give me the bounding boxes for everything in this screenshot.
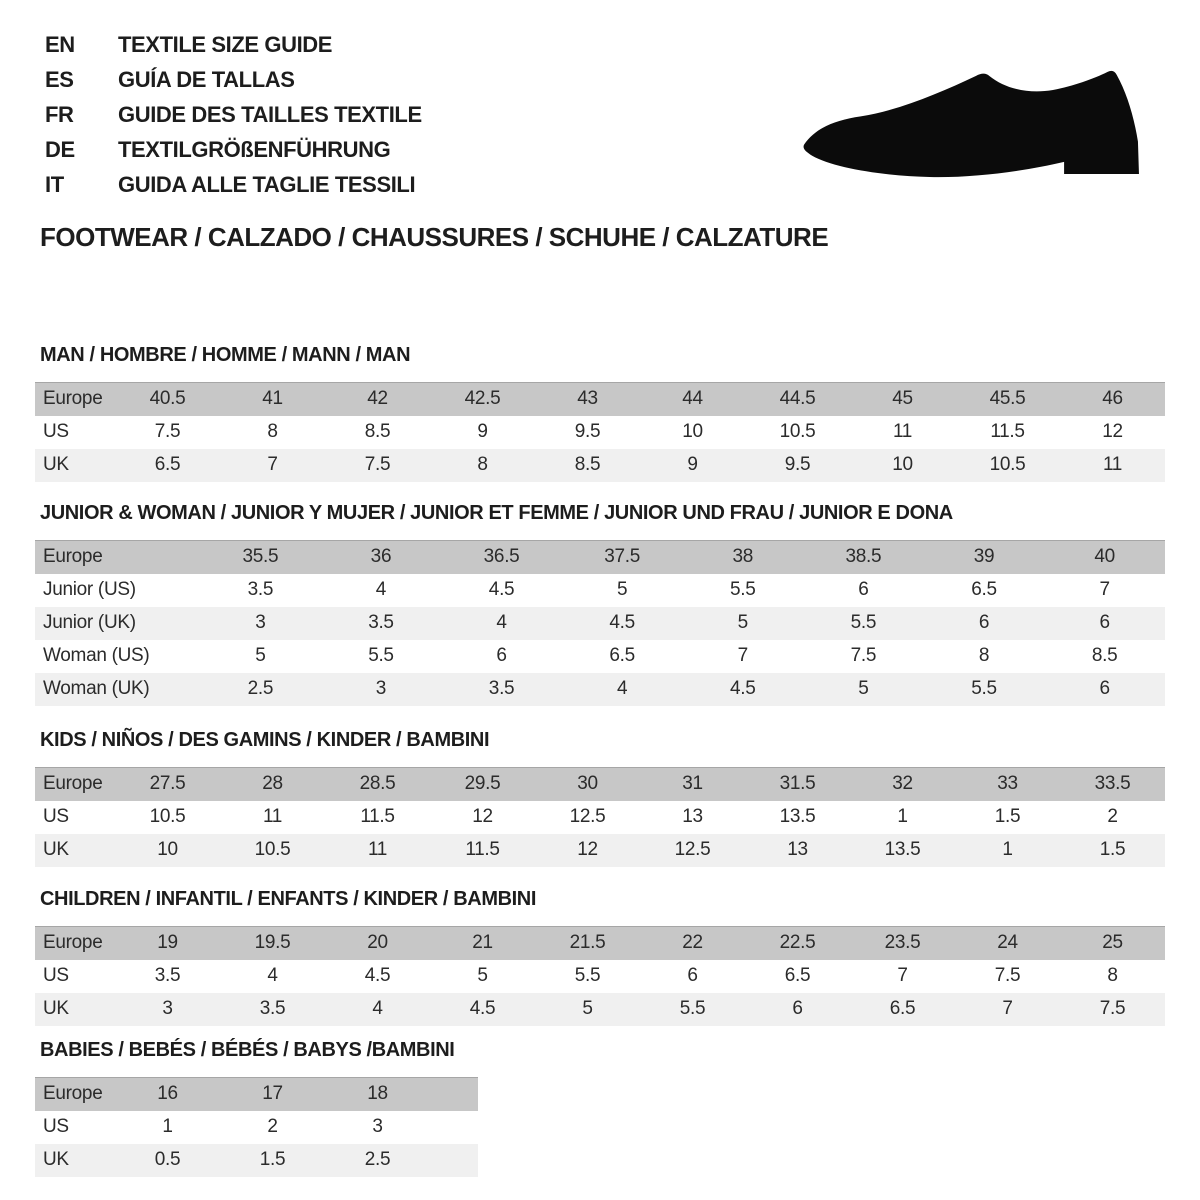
size-value: 7.5 [1060, 993, 1165, 1026]
size-value: 42 [325, 383, 430, 416]
size-value: 8.5 [1044, 640, 1165, 673]
size-value: 5.5 [924, 673, 1045, 706]
spacer-cell [430, 1078, 478, 1111]
size-value: 7.5 [325, 449, 430, 482]
size-value: 6 [803, 574, 924, 607]
size-value: 6.5 [562, 640, 683, 673]
table-row [35, 768, 1165, 801]
size-value: 19 [115, 927, 220, 960]
spacer-cell [430, 1111, 478, 1144]
size-table-babies [35, 1077, 478, 1177]
size-value: 8 [430, 449, 535, 482]
size-value: 3.5 [220, 993, 325, 1026]
size-value: 12 [1060, 416, 1165, 449]
size-value: 40.5 [115, 383, 220, 416]
size-value: 7 [955, 993, 1060, 1026]
table-row [35, 1144, 478, 1177]
size-value: 4 [321, 574, 442, 607]
size-value: 11.5 [430, 834, 535, 867]
size-value: 23.5 [850, 927, 955, 960]
table-row [35, 449, 1165, 482]
size-value: 3 [115, 993, 220, 1026]
size-value: 2.5 [325, 1144, 430, 1177]
size-value: 36.5 [441, 541, 562, 574]
size-value: 5.5 [682, 574, 803, 607]
size-value: 25 [1060, 927, 1165, 960]
size-value: 3.5 [115, 960, 220, 993]
size-value: 6.5 [924, 574, 1045, 607]
size-value: 4.5 [682, 673, 803, 706]
section-children [35, 889, 1165, 1026]
row-label: Junior (UK) [35, 607, 200, 640]
size-value: 19.5 [220, 927, 325, 960]
language-title: TEXTILGRÖßENFÜHRUNG [118, 136, 391, 162]
size-value: 20 [325, 927, 430, 960]
language-row-de [45, 132, 422, 167]
language-code: FR [45, 101, 74, 127]
size-value: 10 [640, 416, 745, 449]
size-value: 10 [115, 834, 220, 867]
size-value: 12 [430, 801, 535, 834]
language-title: GUIDE DES TAILLES TEXTILE [118, 101, 422, 127]
size-value: 4.5 [430, 993, 535, 1026]
language-code: ES [45, 67, 74, 93]
size-value: 44.5 [745, 383, 850, 416]
size-value: 43 [535, 383, 640, 416]
size-value: 8 [220, 416, 325, 449]
size-value: 45.5 [955, 383, 1060, 416]
size-value: 11 [850, 416, 955, 449]
language-code: DE [45, 136, 75, 162]
size-value: 7 [1044, 574, 1165, 607]
row-label: Europe [35, 768, 115, 801]
size-value: 32 [850, 768, 955, 801]
shoe-icon [798, 70, 1142, 188]
table-row [35, 834, 1165, 867]
row-label: UK [35, 993, 115, 1026]
size-value: 6 [640, 960, 745, 993]
size-value: 17 [220, 1078, 325, 1111]
size-value: 3.5 [441, 673, 562, 706]
size-value: 5 [430, 960, 535, 993]
section-kids [35, 730, 1165, 867]
table-row [35, 927, 1165, 960]
language-title: GUIDA ALLE TAGLIE TESSILI [118, 171, 416, 197]
size-value: 11.5 [955, 416, 1060, 449]
size-value: 7.5 [803, 640, 924, 673]
section-title-junior-woman: JUNIOR & WOMAN / JUNIOR Y MUJER / JUNIOR ET FEMME / JUNIOR UND FRAU / JUNIOR E DONA [40, 502, 953, 524]
size-value: 9 [430, 416, 535, 449]
size-value: 21.5 [535, 927, 640, 960]
size-value: 13 [745, 834, 850, 867]
size-value: 7 [682, 640, 803, 673]
size-value: 12.5 [535, 801, 640, 834]
size-value: 28.5 [325, 768, 430, 801]
size-value: 1 [115, 1111, 220, 1144]
row-label: US [35, 416, 115, 449]
section-title-babies: BABIES / BEBÉS / BÉBÉS / BABYS /BAMBINI [40, 1039, 455, 1061]
table-row [35, 960, 1165, 993]
size-value: 11 [220, 801, 325, 834]
size-value: 5 [803, 673, 924, 706]
language-list [45, 28, 422, 202]
size-value: 9.5 [745, 449, 850, 482]
size-value: 10.5 [745, 416, 850, 449]
size-table-kids [35, 767, 1165, 867]
size-value: 5.5 [803, 607, 924, 640]
section-junior-woman [35, 503, 1165, 706]
size-value: 3 [200, 607, 321, 640]
size-value: 1.5 [955, 801, 1060, 834]
size-value: 3.5 [200, 574, 321, 607]
size-value: 27.5 [115, 768, 220, 801]
size-value: 9.5 [535, 416, 640, 449]
size-value: 4 [325, 993, 430, 1026]
size-value: 6 [745, 993, 850, 1026]
size-value: 1.5 [1060, 834, 1165, 867]
language-code: EN [45, 32, 75, 58]
size-value: 11 [1060, 449, 1165, 482]
size-value: 4 [562, 673, 683, 706]
size-value: 6.5 [745, 960, 850, 993]
row-label: Woman (US) [35, 640, 200, 673]
size-value: 5 [562, 574, 683, 607]
size-value: 3 [325, 1111, 430, 1144]
size-value: 40 [1044, 541, 1165, 574]
row-label: US [35, 960, 115, 993]
section-title-kids: KIDS / NIÑOS / DES GAMINS / KINDER / BAMBINI [40, 729, 490, 751]
size-value: 5.5 [640, 993, 745, 1026]
section-title-man: MAN / HOMBRE / HOMME / MANN / MAN [40, 344, 411, 366]
size-value: 4 [220, 960, 325, 993]
size-value: 38 [682, 541, 803, 574]
category-heading: FOOTWEAR / CALZADO / CHAUSSURES / SCHUHE / CALZATURE [40, 222, 829, 252]
size-value: 6 [441, 640, 562, 673]
size-value: 13.5 [850, 834, 955, 867]
table-row [35, 416, 1165, 449]
size-value: 8 [924, 640, 1045, 673]
size-value: 12.5 [640, 834, 745, 867]
size-value: 4.5 [441, 574, 562, 607]
size-value: 21 [430, 927, 535, 960]
size-value: 5 [535, 993, 640, 1026]
table-row [35, 607, 1165, 640]
size-value: 39 [924, 541, 1045, 574]
row-label: Europe [35, 927, 115, 960]
table-row [35, 993, 1165, 1026]
language-code: IT [45, 171, 64, 197]
size-value: 2 [1060, 801, 1165, 834]
size-value: 22 [640, 927, 745, 960]
size-value: 6.5 [850, 993, 955, 1026]
size-value: 31 [640, 768, 745, 801]
language-row-es [45, 63, 422, 98]
row-label: Europe [35, 541, 200, 574]
table-row [35, 640, 1165, 673]
row-label: UK [35, 449, 115, 482]
row-label: UK [35, 834, 115, 867]
section-man [35, 345, 1165, 482]
size-value: 37.5 [562, 541, 683, 574]
size-value: 38.5 [803, 541, 924, 574]
size-value: 10.5 [115, 801, 220, 834]
size-value: 16 [115, 1078, 220, 1111]
size-value: 6 [1044, 673, 1165, 706]
language-row-fr [45, 98, 422, 133]
table-row [35, 383, 1165, 416]
size-value: 18 [325, 1078, 430, 1111]
size-table-children [35, 926, 1165, 1026]
size-value: 41 [220, 383, 325, 416]
language-title: GUÍA DE TALLAS [118, 67, 295, 93]
size-value: 31.5 [745, 768, 850, 801]
size-value: 45 [850, 383, 955, 416]
size-value: 5 [682, 607, 803, 640]
size-value: 6 [1044, 607, 1165, 640]
size-value: 4.5 [562, 607, 683, 640]
spacer-cell [430, 1144, 478, 1177]
size-value: 1 [850, 801, 955, 834]
size-value: 13.5 [745, 801, 850, 834]
size-value: 33 [955, 768, 1060, 801]
size-value: 10.5 [220, 834, 325, 867]
size-value: 11.5 [325, 801, 430, 834]
size-value: 8 [1060, 960, 1165, 993]
table-row [35, 1111, 478, 1144]
size-value: 2 [220, 1111, 325, 1144]
size-value: 1 [955, 834, 1060, 867]
size-value: 42.5 [430, 383, 535, 416]
row-label: Woman (UK) [35, 673, 200, 706]
size-value: 6.5 [115, 449, 220, 482]
size-value: 4.5 [325, 960, 430, 993]
size-value: 22.5 [745, 927, 850, 960]
size-value: 30 [535, 768, 640, 801]
size-value: 36 [321, 541, 442, 574]
table-row [35, 541, 1165, 574]
size-value: 1.5 [220, 1144, 325, 1177]
size-table-junior-woman [35, 540, 1165, 706]
table-row [35, 673, 1165, 706]
size-value: 7.5 [115, 416, 220, 449]
row-label: Europe [35, 383, 115, 416]
size-value: 33.5 [1060, 768, 1165, 801]
section-title-children: CHILDREN / INFANTIL / ENFANTS / KINDER / BAMBINI [40, 888, 536, 910]
size-value: 9 [640, 449, 745, 482]
size-value: 44 [640, 383, 745, 416]
size-value: 6 [924, 607, 1045, 640]
row-label: US [35, 1111, 115, 1144]
size-value: 12 [535, 834, 640, 867]
size-value: 7 [850, 960, 955, 993]
size-value: 29.5 [430, 768, 535, 801]
language-row-en [45, 28, 422, 63]
row-label: Junior (US) [35, 574, 200, 607]
table-row [35, 801, 1165, 834]
row-label: Europe [35, 1078, 115, 1111]
section-babies [35, 1040, 478, 1177]
size-table-man [35, 382, 1165, 482]
table-row [35, 574, 1165, 607]
size-value: 10.5 [955, 449, 1060, 482]
size-value: 46 [1060, 383, 1165, 416]
size-value: 4 [441, 607, 562, 640]
size-value: 5.5 [321, 640, 442, 673]
table-row [35, 1078, 478, 1111]
size-value: 5.5 [535, 960, 640, 993]
size-value: 8.5 [325, 416, 430, 449]
size-value: 7.5 [955, 960, 1060, 993]
size-value: 11 [325, 834, 430, 867]
size-value: 8.5 [535, 449, 640, 482]
size-value: 28 [220, 768, 325, 801]
size-value: 5 [200, 640, 321, 673]
size-value: 24 [955, 927, 1060, 960]
size-value: 3 [321, 673, 442, 706]
size-value: 7 [220, 449, 325, 482]
row-label: US [35, 801, 115, 834]
size-value: 3.5 [321, 607, 442, 640]
row-label: UK [35, 1144, 115, 1177]
size-value: 10 [850, 449, 955, 482]
size-value: 13 [640, 801, 745, 834]
size-value: 35.5 [200, 541, 321, 574]
language-row-it [45, 167, 422, 202]
size-value: 2.5 [200, 673, 321, 706]
size-value: 0.5 [115, 1144, 220, 1177]
language-title: TEXTILE SIZE GUIDE [118, 32, 333, 58]
